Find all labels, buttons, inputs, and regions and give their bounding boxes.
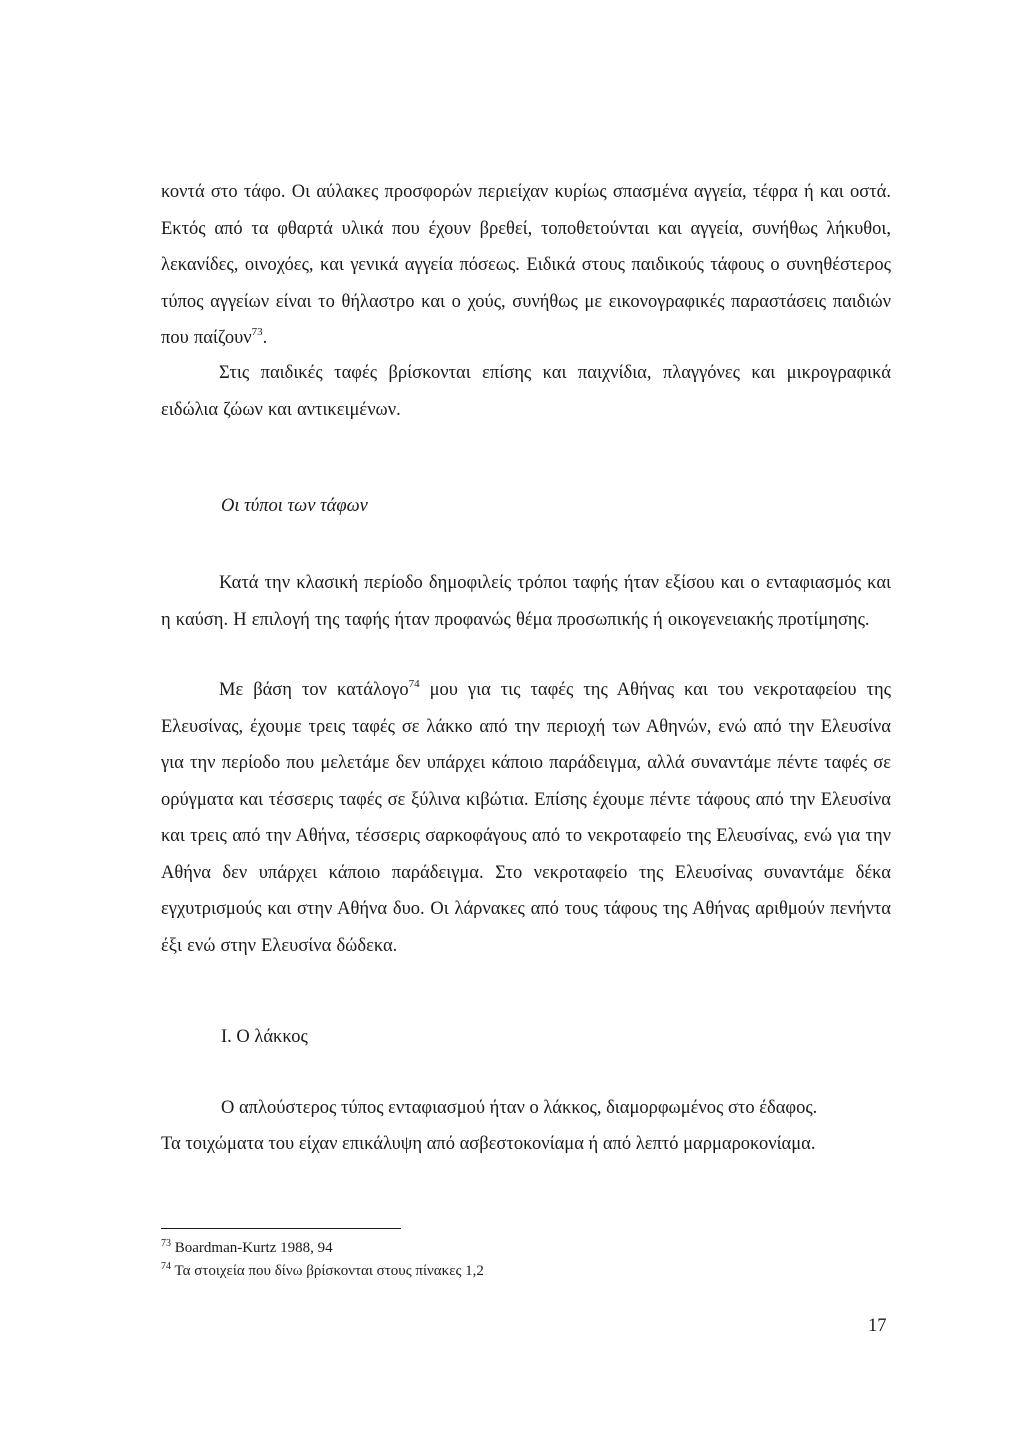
footnote-ref-74[interactable]: 74 bbox=[408, 678, 420, 690]
footnote-text: Τα στοιχεία που δίνω βρίσκονται στους πίνακες 1,2 bbox=[171, 1263, 484, 1279]
footnote-number: 74 bbox=[161, 1261, 171, 1272]
paragraph-3-text: Κατά την κλασική περίοδο δημοφιλείς τρόποι ταφής ήταν εξίσου και ο ενταφιασμός και η καύση. Η επιλογή της ταφής ήταν προφανώς θέμα προσωπικής ή οικογενειακής προτίμησης. bbox=[161, 573, 891, 630]
paragraph-4 bbox=[161, 672, 891, 964]
paragraph-1 bbox=[161, 174, 891, 357]
footnote-73 bbox=[161, 1240, 333, 1257]
paragraph-1-text: κοντά στο τάφο. Οι αύλακες προσφορών περιείχαν κυρίως σπασμένα αγγεία, τέφρα ή και οστά. Εκτός από τα φθαρτά υλικά που έχουν βρεθεί, τοποθετούνται και αγγεία, συνήθως λήκυθοι, λεκανίδες, οινοχόες, και γενικά αγγεία πόσεως. Ειδικά στους παιδικούς τάφους ο συνηθέστερος τύπος αγγείων είναι το θήλαστρο και ο χούς, συνήθως με εικονογραφικές παραστάσεις παιδιών που παίζουν bbox=[161, 182, 891, 348]
paragraph-3 bbox=[161, 565, 891, 638]
paragraph-5-line-2: Τα τοιχώματα του είχαν επικάλυψη από ασβεστοκονίαμα ή από λεπτό μαρμαροκονίαμα. bbox=[161, 1134, 816, 1154]
subsection-title: I. Ο λάκκος bbox=[221, 1027, 308, 1047]
paragraph-5-line-1: Ο απλούστερος τύπος ενταφιασμού ήταν ο λάκκος, διαμορφωμένος στο έδαφος. bbox=[221, 1098, 818, 1118]
footnote-number: 73 bbox=[161, 1238, 171, 1249]
page-number: 17 bbox=[868, 1316, 887, 1336]
paragraph-4-rest: μου για τις ταφές της Αθήνας και του νεκροταφείου της Ελευσίνας, έχουμε τρεις ταφές σε λάκκο από την περιοχή των Αθηνών, ενώ από την Ελευσίνα για την περίοδο που μελετάμε δεν υπάρχει κάποιο παράδειγμα, αλλά συναντάμε πέντε ταφές σε ορύγματα και τέσσερις ταφές σε ξύλινα κιβώτια. Επίσης έχουμε πέντε τάφους από την Ελευσίνα και τρεις από την Αθήνα, τέσσερις σαρκοφάγους από το νεκροταφείο της Ελευσίνας, ενώ για την Αθήνα δεν υπάρχει κάποιο παράδειγμα. Στο νεκροταφείο της Ελευσίνας συναντάμε δέκα εγχυτρισμούς και στην Αθήνα δυο. Οι λάρνακες από τους τάφους της Αθήνας αριθμούν πενήντα έξι ενώ στην Ελευσίνα δώδεκα. bbox=[161, 680, 891, 956]
paragraph-2-text: Στις παιδικές ταφές βρίσκονται επίσης και παιχνίδια, πλαγγόνες και μικρογραφικά ειδώλια ζώων και αντικειμένων. bbox=[161, 363, 891, 420]
footnote-ref-73[interactable]: 73 bbox=[251, 326, 263, 338]
paragraph-4-start: Με βάση τον κατάλογο bbox=[219, 680, 409, 700]
footnote-text: Boardman-Kurtz 1988, 94 bbox=[171, 1240, 333, 1256]
paragraph-1-end: . bbox=[262, 328, 268, 348]
paragraph-2 bbox=[161, 355, 891, 428]
footnote-74 bbox=[161, 1263, 484, 1280]
footnote-divider bbox=[161, 1228, 401, 1229]
section-heading: Οι τύποι των τάφων bbox=[221, 496, 368, 516]
